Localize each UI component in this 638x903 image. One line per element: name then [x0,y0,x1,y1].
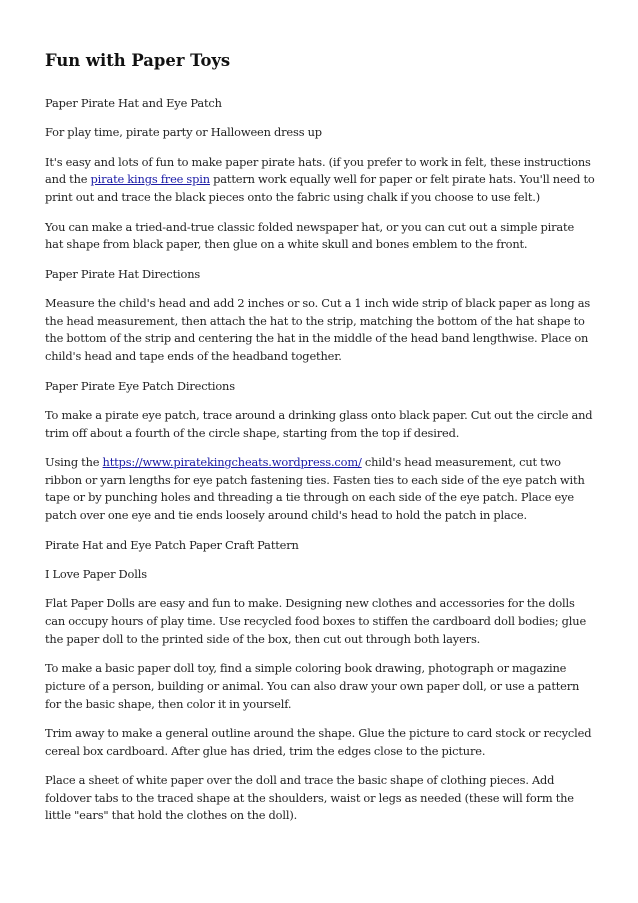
paragraph-intro [45,154,595,207]
pirate-kings-free-spin-link[interactable]: pirate kings free spin [90,172,210,187]
paragraph-eye-patch-trace: To make a pirate eye patch, trace around a drinking glass onto black paper. Cut out the circle and trim off about a fourth of the circle shape, starting from the top if desired. [45,407,593,440]
section-heading-paper-dolls: I Love Paper Dolls [45,566,147,581]
paragraph-intro-text-before: It's easy and lots of fun to make paper pirate hats. (if you prefer to work in felt, these instructions and the [45,154,591,187]
subtitle-play-time: For play time, pirate party or Halloween dress up [45,125,322,140]
paragraph-eye-patch-ties-before: Using the [45,455,103,470]
piratekingcheats-link[interactable]: https://www.piratekingcheats.wordpress.com/ [102,455,362,470]
paragraph-basic-paper-doll: To make a basic paper doll toy, find a simple coloring book drawing, photograph or magazine picture of a person, building or animal. You can also draw your own paper doll, or use a pattern for the basic shape, then color it in yourself. [45,661,580,711]
section-heading-craft-pattern: Pirate Hat and Eye Patch Paper Craft Pattern [45,537,299,552]
section-heading-hat-directions: Paper Pirate Hat Directions [45,266,201,281]
paragraph-hat-directions: Measure the child's head and add 2 inches or so. Cut a 1 inch wide strip of black paper as long as the head measurement, then attach the hat to the strip, matching the bottom of the hat shape to the bottom of the strip and centering the hat in the middle of the head band lengthwise. Place on child's head and tape ends of the headband together. [45,296,591,364]
paragraph-intro-text-after: pattern work equally well for paper or felt pirate hats. You'll need to print out and trace the black pieces onto the fabric using chalk if you choose to use felt.) [45,172,595,205]
paragraph-trim-outline: Trim away to make a general outline around the shape. Glue the picture to card stock or recycled cereal box cardboard. After glue has dried, trim the edges close to the picture. [45,725,592,758]
page-title: Fun with Paper Toys [45,51,231,70]
paragraph-newspaper-hat: You can make a tried-and-true classic folded newspaper hat, or you can cut out a simple pirate hat shape from black paper, then glue on a white skull and bones emblem to the front. [45,219,575,252]
section-heading-pirate-hat-eye-patch: Paper Pirate Hat and Eye Patch [45,96,222,110]
section-heading-eye-patch-directions: Paper Pirate Eye Patch Directions [45,378,235,393]
paragraph-eye-patch-ties [45,454,595,525]
paragraph-clothing-pieces: Place a sheet of white paper over the doll and trace the basic shape of clothing pieces. Add foldover tabs to the traced shape at the shoulders, waist or legs as needed (these will form the little "ears" that hold the clothes on the doll). [45,773,574,823]
document-page [45,50,595,837]
paragraph-eye-patch-ties-after: child's head measurement, cut two ribbon or yarn lengths for eye patch fastening ties. Fasten ties to each side of the eye patch with tape or by punching holes and threading a tie through on each side of the eye patch. Place eye patch over one eye and tie ends loosely around child's head to hold the patch in place. [45,455,585,523]
paragraph-flat-paper-dolls: Flat Paper Dolls are easy and fun to make. Designing new clothes and accessories for the dolls can occupy hours of play time. Use recycled food boxes to stiffen the cardboard doll bodies; glue the paper doll to the printed side of the box, then cut out through both layers. [45,596,587,646]
